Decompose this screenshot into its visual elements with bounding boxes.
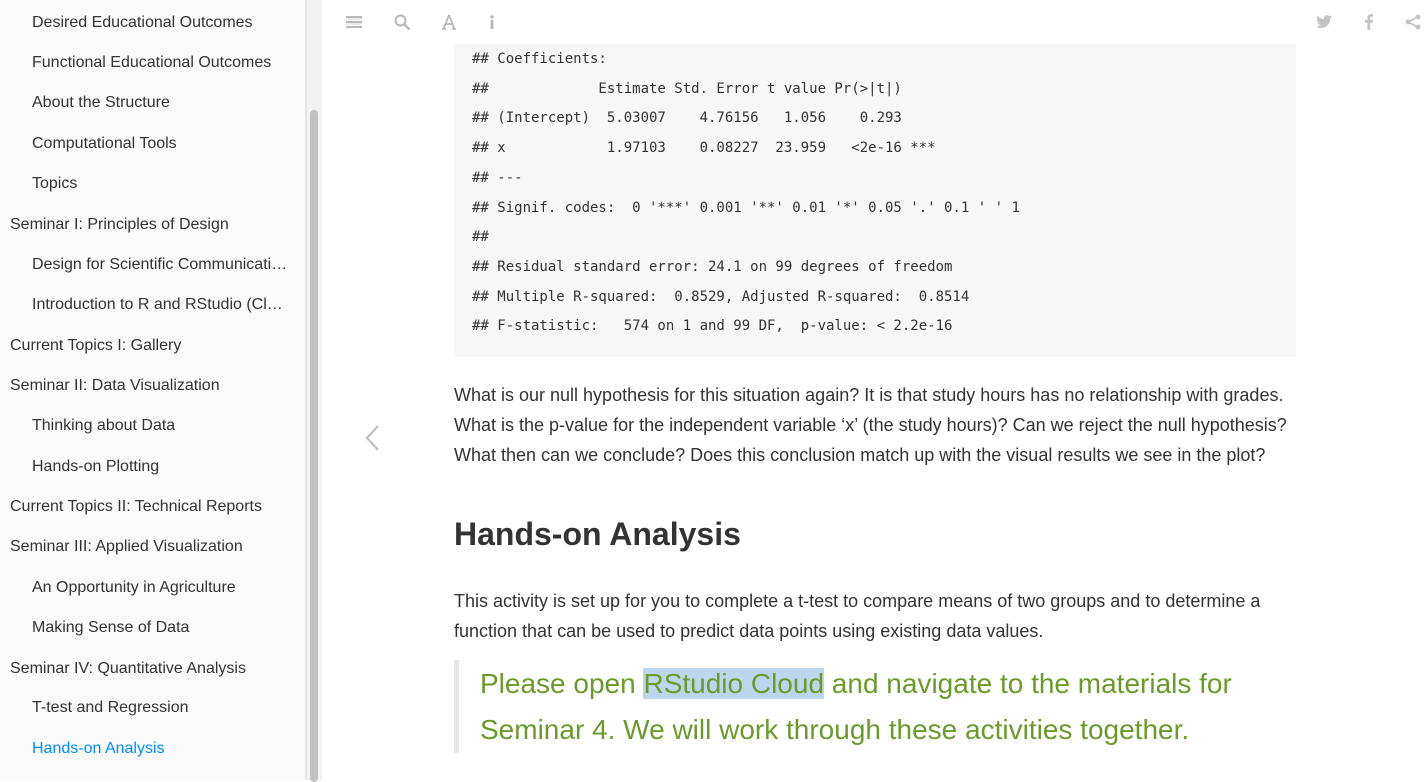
rstudio-cloud-link[interactable]: RStudio Cloud: [643, 668, 825, 699]
sidebar-scrollbar-thumb[interactable]: [310, 110, 318, 782]
callout-line: Seminar 4. We will work through these activities together.: [480, 714, 1190, 745]
toc-item-desired-educational-outcomes[interactable]: Desired Educational Outcomes: [32, 14, 253, 31]
paragraph-line: function that can be used to predict data points using existing data values.: [454, 621, 1044, 641]
book-toolbar: [322, 0, 1428, 44]
share-icon[interactable]: [1401, 10, 1425, 34]
callout-text: and navigate to the materials for: [824, 668, 1232, 699]
code-line: ## Signif. codes: 0 '***' 0.001 '**' 0.01 '*' 0.05 '.' 0.1 ' ' 1: [472, 200, 1020, 216]
toc-item-t-test-regression[interactable]: T-test and Regression: [32, 699, 189, 716]
search-icon[interactable]: [390, 10, 414, 34]
toc-item-topics[interactable]: Topics: [32, 175, 78, 192]
toc-item-intro-r-rstudio[interactable]: Introduction to R and RStudio (Cl…: [32, 296, 283, 313]
sidebar-scrollbar[interactable]: [306, 0, 322, 780]
instruction-callout: [454, 660, 1296, 753]
toc-item-current-topics-1[interactable]: Current Topics I: Gallery: [10, 337, 182, 354]
toc-item-opportunity-agriculture[interactable]: An Opportunity in Agriculture: [32, 579, 236, 596]
paragraph-line: What is the p-value for the independent variable ‘x’ (the study hours)? Can we reject the null hypothesis?: [454, 415, 1287, 435]
code-line: ## Estimate Std. Error t value Pr(>|t|): [472, 81, 902, 97]
toc-item-hands-on-analysis[interactable]: Hands-on Analysis: [32, 740, 165, 757]
font-settings-icon[interactable]: [437, 10, 461, 34]
toc-item-current-topics-2[interactable]: Current Topics II: Technical Reports: [10, 498, 262, 515]
section-heading: Hands-on Analysis: [454, 516, 741, 552]
toc-item-functional-educational-outcomes[interactable]: Functional Educational Outcomes: [32, 54, 272, 71]
callout-text: Please open: [480, 668, 644, 699]
menu-icon[interactable]: [342, 10, 366, 34]
code-line: ## Coefficients:: [472, 51, 607, 67]
toc-item-hands-on-plotting[interactable]: Hands-on Plotting: [32, 458, 160, 475]
toc-item-thinking-about-data[interactable]: Thinking about Data: [32, 417, 176, 434]
callout-line: [480, 661, 1232, 707]
code-line: ## x 1.97103 0.08227 23.959 <2e-16 ***: [472, 140, 936, 156]
toc-item-making-sense-of-data[interactable]: Making Sense of Data: [32, 619, 190, 636]
r-output-code-block: [454, 44, 1296, 357]
previous-page-chevron-icon[interactable]: [358, 418, 386, 458]
toc-item-design-scientific-communication[interactable]: Design for Scientific Communicati…: [32, 256, 288, 273]
code-line: ## ---: [472, 170, 523, 186]
code-line: ## F-statistic: 574 on 1 and 99 DF, p-value: < 2.2e-16: [472, 318, 953, 334]
info-icon[interactable]: [480, 10, 504, 34]
paragraph-line: What is our null hypothesis for this situation again? It is that study hours has no relationship with grades.: [454, 385, 1284, 405]
toc-item-seminar-2[interactable]: Seminar II: Data Visualization: [10, 377, 220, 394]
paragraph-line: This activity is set up for you to complete a t-test to compare means of two groups and to determine a: [454, 591, 1261, 611]
toc-item-seminar-4[interactable]: Seminar IV: Quantitative Analysis: [10, 660, 246, 677]
code-line: ## Residual standard error: 24.1 on 99 degrees of freedom: [472, 259, 953, 275]
toc-item-about-the-structure[interactable]: About the Structure: [32, 94, 170, 111]
code-line: ##: [472, 229, 489, 245]
facebook-icon[interactable]: [1357, 10, 1381, 34]
code-line: ## (Intercept) 5.03007 4.76156 1.056 0.293: [472, 110, 902, 126]
toc-item-computational-tools[interactable]: Computational Tools: [32, 135, 177, 152]
toc-item-seminar-3[interactable]: Seminar III: Applied Visualization: [10, 538, 243, 555]
table-of-contents-sidebar: [0, 0, 306, 780]
twitter-icon[interactable]: [1312, 10, 1336, 34]
paragraph-line: What then can we conclude? Does this conclusion match up with the visual results we see in the plot?: [454, 445, 1266, 465]
toc-item-seminar-1[interactable]: Seminar I: Principles of Design: [10, 216, 229, 233]
code-line: ## Multiple R-squared: 0.8529, Adjusted R-squared: 0.8514: [472, 289, 970, 305]
